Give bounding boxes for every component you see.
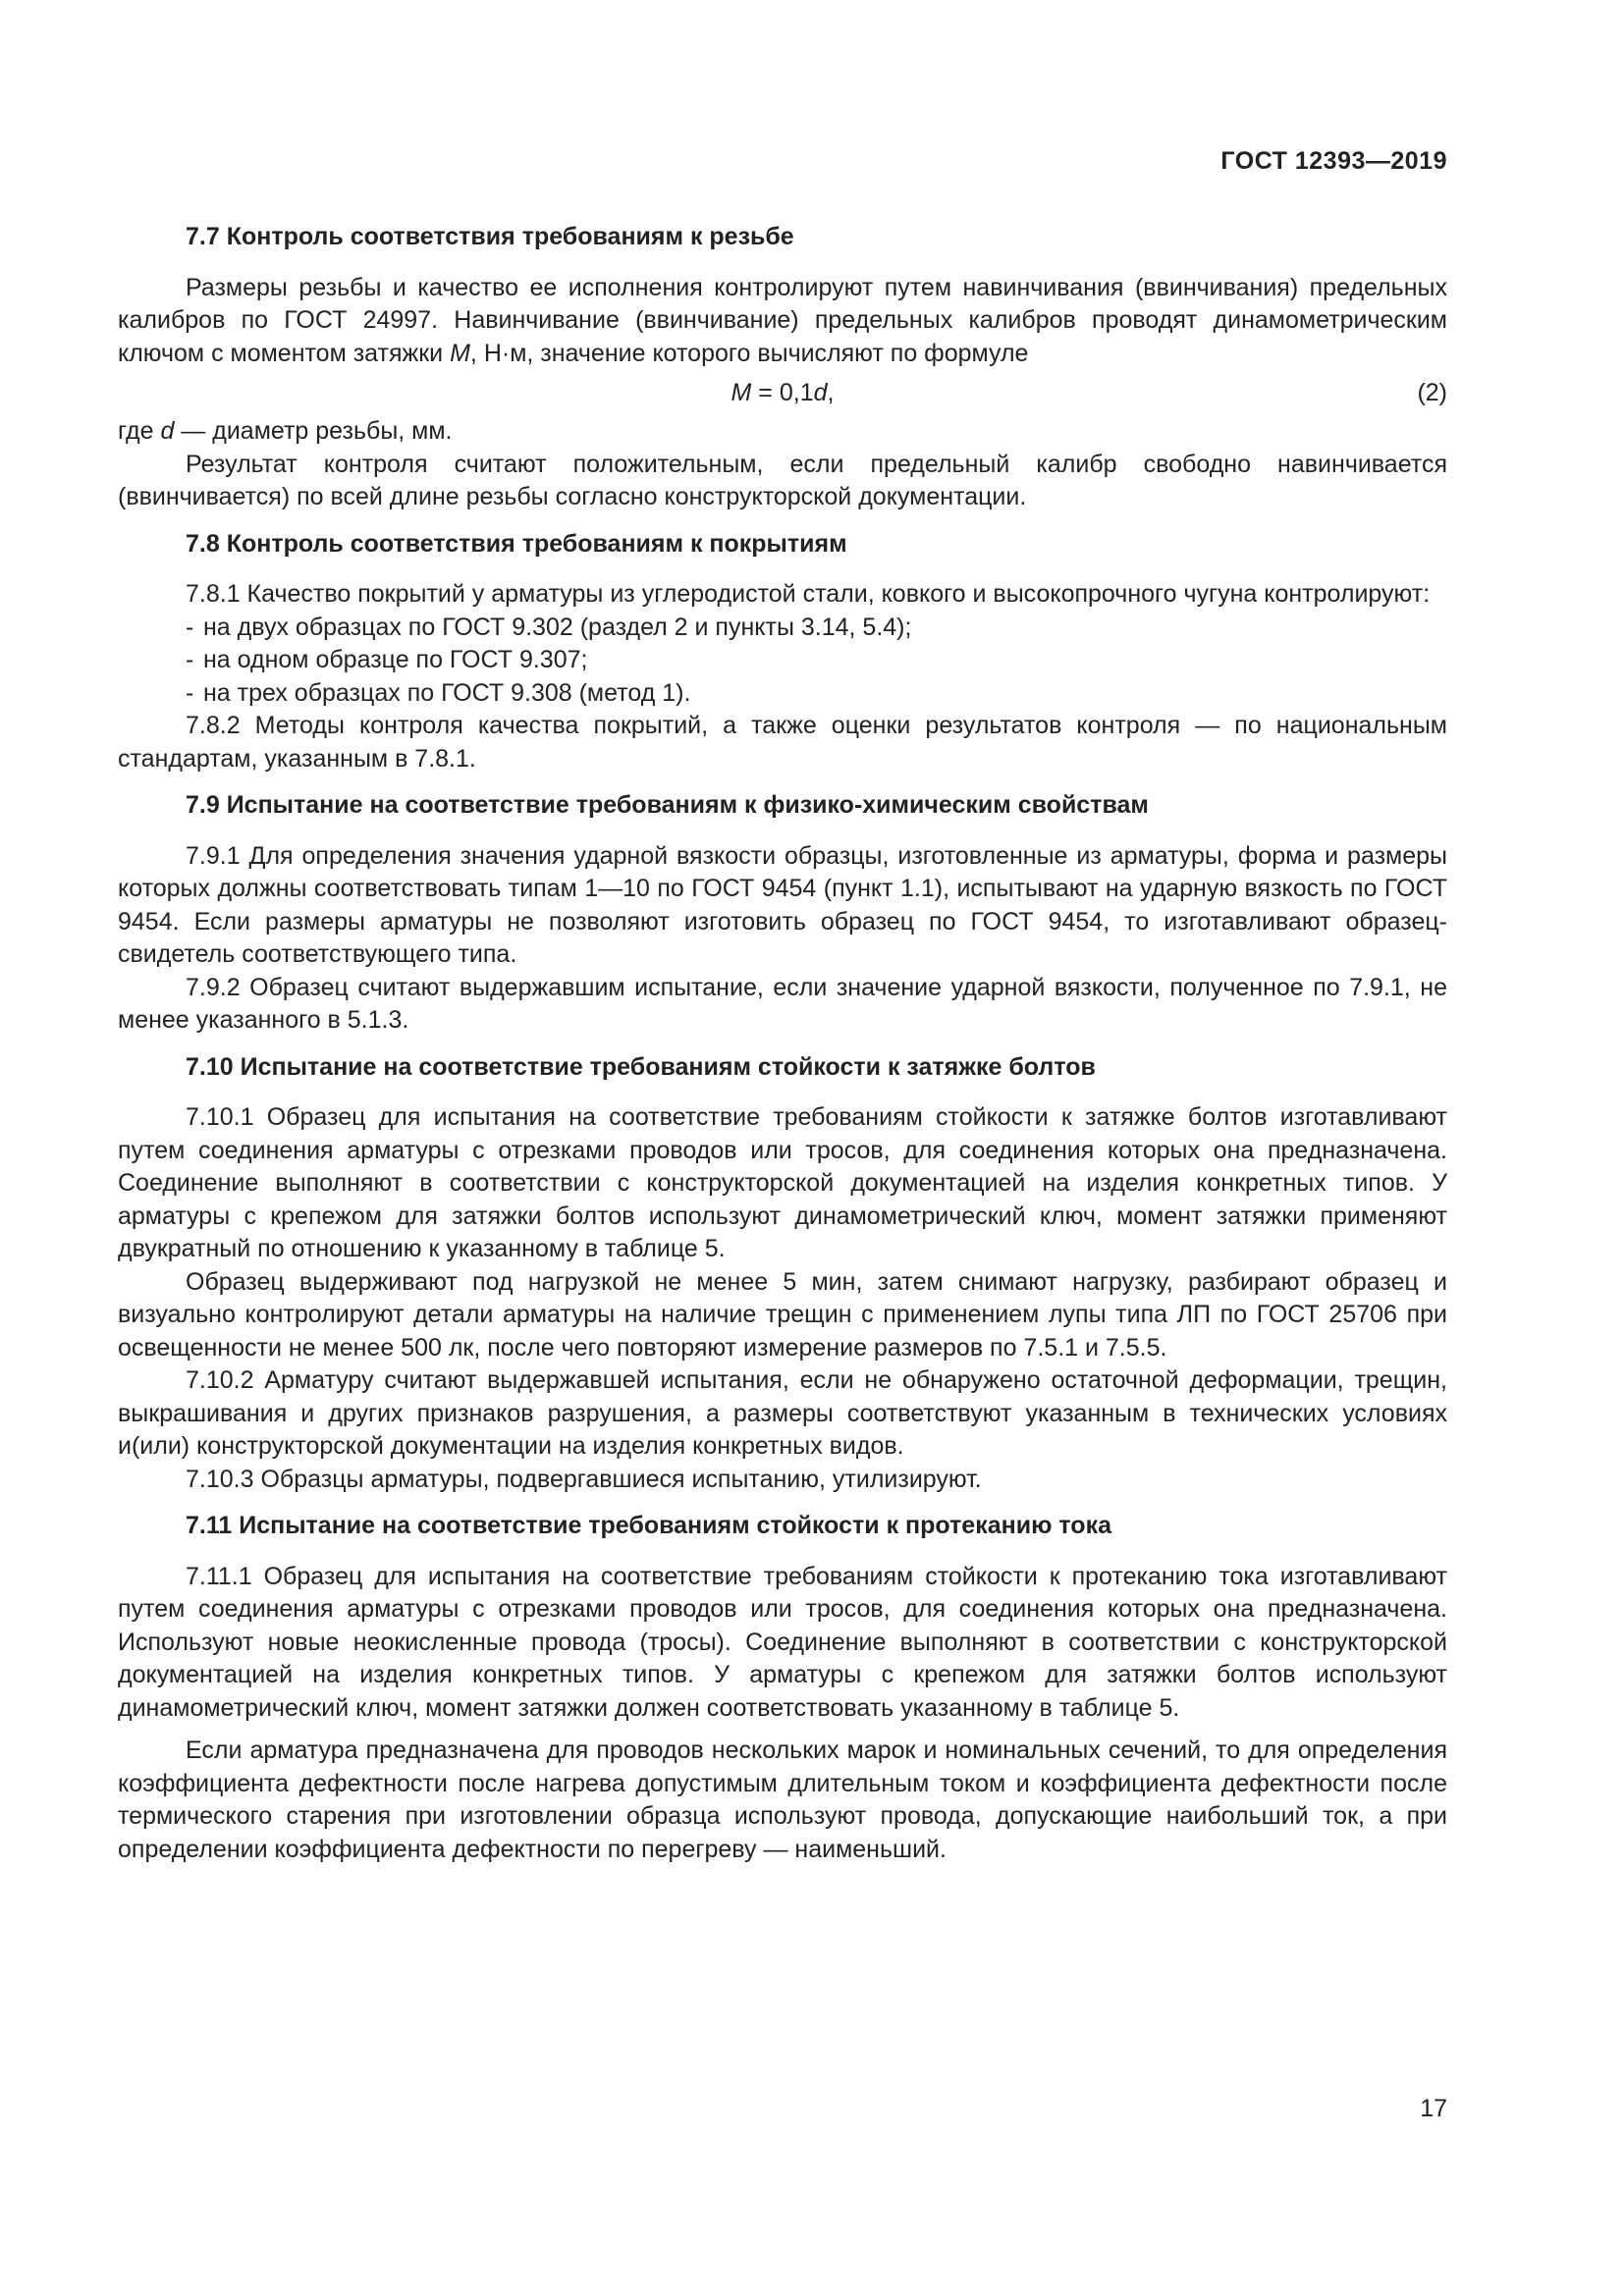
paragraph: 7.11.1 Образец для испытания на соответствие требованиям стойкости к протеканию тока изготавливают путем соединения арматуры с отрезками проводов или тросов, для соединения которых она предназначена. Используют новые неокисленные провода (тросы). Соединение выполняют в соответствии с конструкторской документацией на изделия конкретных типов. У арматуры с крепежом для затяжки болтов используют динамометрический ключ, момент затяжки должен соответствовать указанному в таблице 5. <box>118 1562 1447 1722</box>
paragraph: 7.8.1 Качество покрытий у арматуры из углеродистой стали, ковкого и высокопрочного чугуна контролируют: <box>186 580 1431 608</box>
paragraph: Если арматура предназначена для проводов нескольких марок и номинальных сечений, то для определения коэффициента дефектности после нагрева допустимым длительным током и коэффициента дефектности после термического старения при изготовлении образца используют провода, допускающие наибольший ток, а при определении коэффициента дефектности по перегреву — наименьший. <box>118 1736 1447 1863</box>
section-heading: 7.7 Контроль соответствия требованиям к резьбе <box>186 223 794 250</box>
section-heading: 7.9 Испытание на соответствие требованиям к физико-химическим свойствам <box>186 791 1149 819</box>
paragraph: 7.8.2 Методы контроля качества покрытий, а также оценки результатов контроля — по национальным стандартам, указанным в 7.8.1. <box>118 712 1447 773</box>
section-heading: 7.11 Испытание на соответствие требованиям стойкости к протеканию тока <box>186 1512 1111 1539</box>
paragraph: Результат контроля считают положительным, если предельный калибр свободно навинчивается (ввинчивается) по всей длине резьбы согласно конструкторской документации. <box>118 450 1447 510</box>
list-item: - на двух образцах по ГОСТ 9.302 (раздел 2 и пункты 3.14, 5.4); <box>186 613 912 641</box>
paragraph: 7.10.2 Арматуру считают выдержавшей испытания, если не обнаружено остаточной деформации, трещин, выкрашивания и других признаков разрушения, а размеры соответствуют указанным в технических условиях и(или) конструкторской документации на изделия конкретных видов. <box>118 1366 1447 1460</box>
list-item: - на трех образцах по ГОСТ 9.308 (метод 1). <box>186 678 691 707</box>
section-7-7 <box>118 221 1447 514</box>
document-body <box>118 221 1447 1866</box>
list-item: - на одном образце по ГОСТ 9.307; <box>186 646 588 673</box>
paragraph: 7.9.2 Образец считают выдержавшим испытание, если значение ударной вязкости, полученное по 7.9.1, не менее указанного в 5.1.3. <box>118 973 1447 1034</box>
document-code: ГОСТ 12393—2019 <box>1220 147 1447 175</box>
formula-row <box>118 370 1447 415</box>
section-7-11 <box>118 1510 1447 1866</box>
section-7-8 <box>118 528 1447 776</box>
formula: M = 0,1d, <box>731 379 835 406</box>
section-heading: 7.10 Испытание на соответствие требованиям стойкости к затяжке болтов <box>186 1052 1096 1081</box>
formula-number: (2) <box>1417 379 1447 406</box>
paragraph: 7.10.1 Образец для испытания на соответствие требованиям стойкости к затяжке болтов изготавливают путем соединения арматуры с отрезками проводов или тросов, для соединения которых она предназначена. Соединение выполняют в соответствии с конструкторской документацией на изделия конкретных типов. У арматуры с крепежом для затяжки болтов используют динамометрический ключ, момент затяжки применяют двукратный по отношению к указанному в таблице 5. <box>118 1103 1447 1262</box>
paragraph: Образец выдерживают под нагрузкой не менее 5 мин, затем снимают нагрузку, разбирают образец и визуально контролируют детали арматуры на наличие трещин с применением лупы типа ЛП по ГОСТ 25706 при освещенности не менее 500 лк, после чего повторяют измерение размеров по 7.5.1 и 7.5.5. <box>118 1267 1447 1362</box>
paragraph: Размеры резьбы и качество ее исполнения контролируют путем навинчивания (ввинчивания) предельных калибров по ГОСТ 24997. Навинчивание (ввинчивание) предельных калибров проводят динамометрическим ключом с моментом затяжки M, Н·м, значение которого вычисляют по формуле <box>118 273 1447 367</box>
page-number: 17 <box>1420 2095 1447 2122</box>
dash-list <box>118 612 1447 711</box>
section-7-10 <box>118 1051 1447 1497</box>
section-heading: 7.8 Контроль соответствия требованиям к покрытиям <box>186 529 847 558</box>
paragraph: 7.10.3 Образцы арматуры, подвергавшиеся испытанию, утилизируют. <box>186 1465 982 1493</box>
section-7-9 <box>118 789 1447 1038</box>
formula-legend: где d — диаметр резьбы, мм. <box>118 417 453 445</box>
paragraph: 7.9.1 Для определения значения ударной вязкости образцы, изготовленные из арматуры, форма и размеры которых должны соответствовать типам 1—10 по ГОСТ 9454 (пункт 1.1), испытывают на ударную вязкость по ГОСТ 9454. Если размеры арматуры не позволяют изготовить образец по ГОСТ 9454, то изготавливают образец-свидетель соответствующего типа. <box>118 841 1447 968</box>
